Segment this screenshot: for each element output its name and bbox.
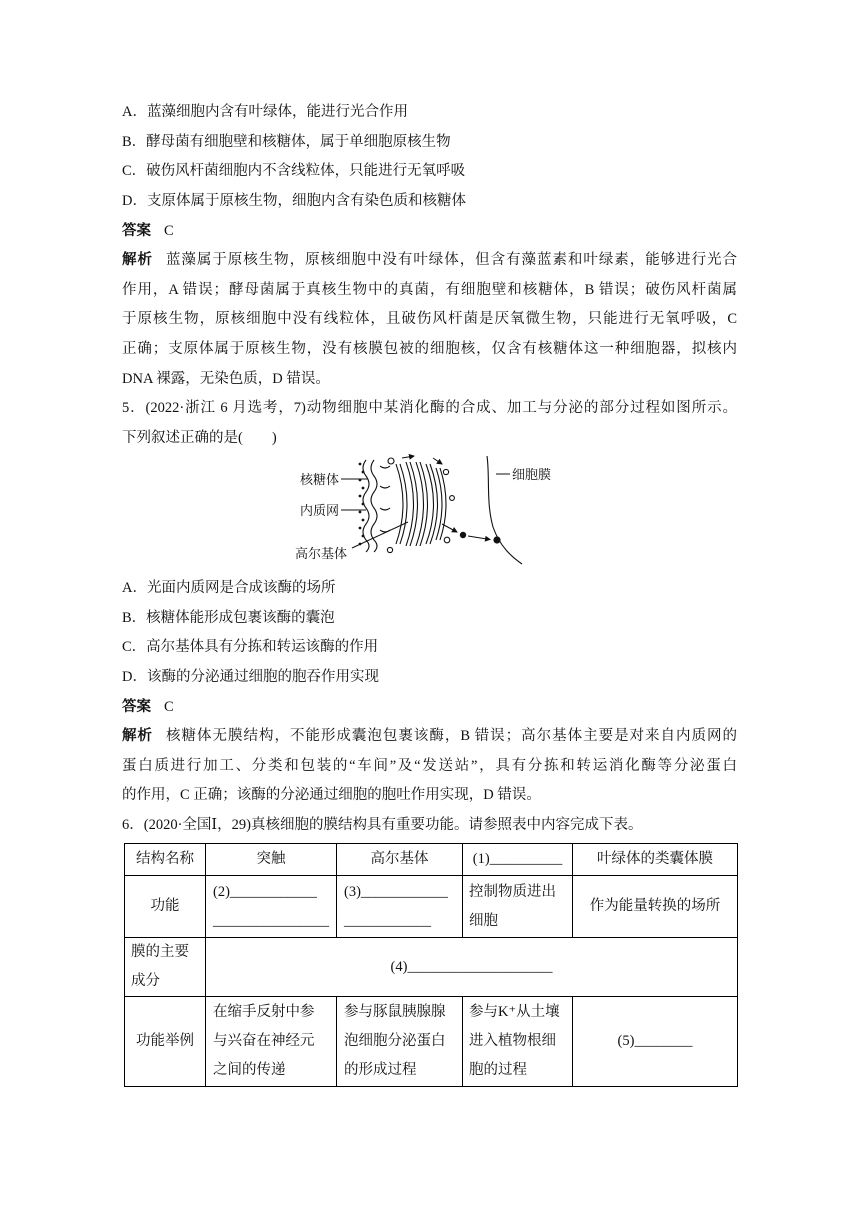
table-cell — [463, 997, 573, 1087]
cell-line: 膜的主要 — [131, 944, 189, 960]
q4-option-d: D．支原体属于原核生物，细胞内含有染色质和核糖体 — [122, 192, 466, 209]
q5-analysis-text: 核糖体无膜结构，不能形成囊泡包裹该酶，B 错误；高尔基体主要是对来自内质网的 — [166, 728, 737, 745]
question-5-block — [122, 574, 737, 840]
table-header-row — [125, 844, 738, 876]
cell-line: (3)____________ — [344, 883, 448, 900]
q4-analysis-line: 正确；支原体属于原核生物，没有核膜包被的细胞核，仅含有核糖体这一种细胞器，拟核内 — [122, 340, 737, 357]
exocytosis-vesicle — [493, 536, 500, 543]
cell-line: 在缩手反射中参 — [213, 1004, 315, 1020]
q5-option-a: A．光面内质网是合成该酶的场所 — [122, 580, 336, 597]
table-row-function — [125, 876, 738, 938]
q5-analysis-line — [122, 722, 737, 752]
cell-line: 胞的过程 — [469, 1062, 527, 1078]
table-cell: 作为能量转换的场所 — [573, 876, 738, 938]
header-cell: 结构名称 — [125, 844, 206, 876]
q4-analysis-line: DNA 裸露，无染色质，D 错误。 — [122, 370, 330, 387]
row-label — [125, 938, 206, 997]
q5-option-b: B．核糖体能形成包裹该酶的囊泡 — [122, 609, 335, 626]
cell-line: 的形成过程 — [344, 1062, 417, 1078]
q5-stem-line: 5．(2022·浙江 6 月选考，7)动物细胞中某消化酶的合成、加工与分泌的部分过程如图所示。 — [122, 400, 737, 417]
q4-answer-label: 答案 — [122, 222, 151, 239]
table-row-example — [125, 997, 738, 1087]
q5-analysis-line: 的作用，C 正确；该酶的分泌通过细胞的胞吐作用实现，D 错误。 — [122, 787, 541, 804]
q5-analysis-line: 蛋白质进行加工、分类和包装的“车间”及“发送站”，具有分拣和转运消化酶等分泌蛋白 — [122, 757, 737, 774]
cell-line: 之间的传递 — [213, 1062, 286, 1078]
q5-stem-line: 下列叙述正确的是( ) — [122, 429, 277, 446]
q4-option-a: A．蓝藻细胞内含有叶绿体，能进行光合作用 — [122, 104, 408, 121]
cell-line: ________________ — [213, 912, 329, 929]
cell-line: 泡细胞分泌蛋白 — [344, 1033, 446, 1049]
table-cell — [206, 876, 337, 938]
label-membrane: 细胞膜 — [512, 467, 552, 482]
q5-answer-label: 答案 — [122, 698, 151, 715]
q4-answer-value: C — [164, 222, 174, 239]
table-cell — [337, 876, 463, 938]
cell-line: 细胞 — [469, 912, 498, 929]
secretion-pathway-figure — [290, 452, 560, 568]
cell-line: (2)____________ — [213, 883, 317, 900]
q5-option-c: C．高尔基体具有分拣和转运该酶的作用 — [122, 639, 379, 656]
endoplasmic-reticulum-drawing — [363, 460, 390, 552]
label-er: 内质网 — [300, 503, 340, 518]
header-cell: 突触 — [206, 844, 337, 876]
cell-line: 进入植物根细 — [469, 1033, 556, 1049]
cell-line: 控制物质进出 — [469, 883, 556, 900]
q5-answer — [122, 693, 737, 723]
q4-analysis-label: 解析 — [122, 252, 153, 269]
cell-line: ____________ — [344, 912, 431, 929]
table-cell — [463, 876, 573, 938]
question-4-block — [122, 98, 737, 453]
q4-analysis-line: 作用，A 错误；酵母菌属于真核生物中的真菌，有细胞壁和核糖体，B 错误；破伤风杆菌属 — [122, 281, 737, 298]
label-golgi: 高尔基体 — [295, 546, 348, 561]
table-cell — [206, 997, 337, 1087]
membrane-function-table — [124, 843, 738, 1087]
header-cell: 叶绿体的类囊体膜 — [573, 844, 738, 876]
table-cell — [337, 997, 463, 1087]
table-cell: (5)________ — [573, 997, 738, 1087]
q4-analysis-line — [122, 246, 737, 276]
q4-option-c: C．破伤风杆菌细胞内不含线粒体，只能进行无氧呼吸 — [122, 163, 466, 180]
table-row-composition — [125, 938, 738, 997]
q6-stem: 6．(2020·全国Ⅰ，29)真核细胞的膜结构具有重要功能。请参照表中内容完成下表。 — [122, 816, 643, 833]
row-label: 功能举例 — [125, 997, 206, 1087]
header-cell: (1)__________ — [463, 844, 573, 876]
q5-answer-value: C — [164, 698, 174, 715]
header-cell: 高尔基体 — [337, 844, 463, 876]
q5-analysis-label: 解析 — [122, 728, 153, 745]
q4-option-b: B．酵母菌有细胞壁和核糖体，属于单细胞原核生物 — [122, 133, 451, 150]
q5-option-d: D．该酶的分泌通过细胞的胞吞作用实现 — [122, 668, 379, 685]
secretory-vesicle — [460, 532, 466, 538]
cell-line: 成分 — [131, 973, 160, 989]
cell-line: 与兴奋在神经元 — [213, 1033, 315, 1049]
q4-analysis-line: 于原核生物，原核细胞中没有线粒体，且破伤风杆菌是厌氧微生物，只能进行无氧呼吸，C — [122, 311, 737, 328]
row-label: 功能 — [125, 876, 206, 938]
cell-line: 参与K⁺从土壤 — [469, 1004, 560, 1020]
golgi-drawing — [387, 458, 454, 553]
q4-analysis-text: 蓝藻属于原核生物，原核细胞中没有叶绿体，但含有藻蓝素和叶绿素，能够进行光合 — [165, 252, 737, 269]
table-cell: (4)____________________ — [206, 938, 738, 997]
cell-line: 参与豚鼠胰腺腺 — [344, 1004, 446, 1020]
q4-answer — [122, 217, 737, 247]
label-ribosome: 核糖体 — [300, 472, 340, 487]
